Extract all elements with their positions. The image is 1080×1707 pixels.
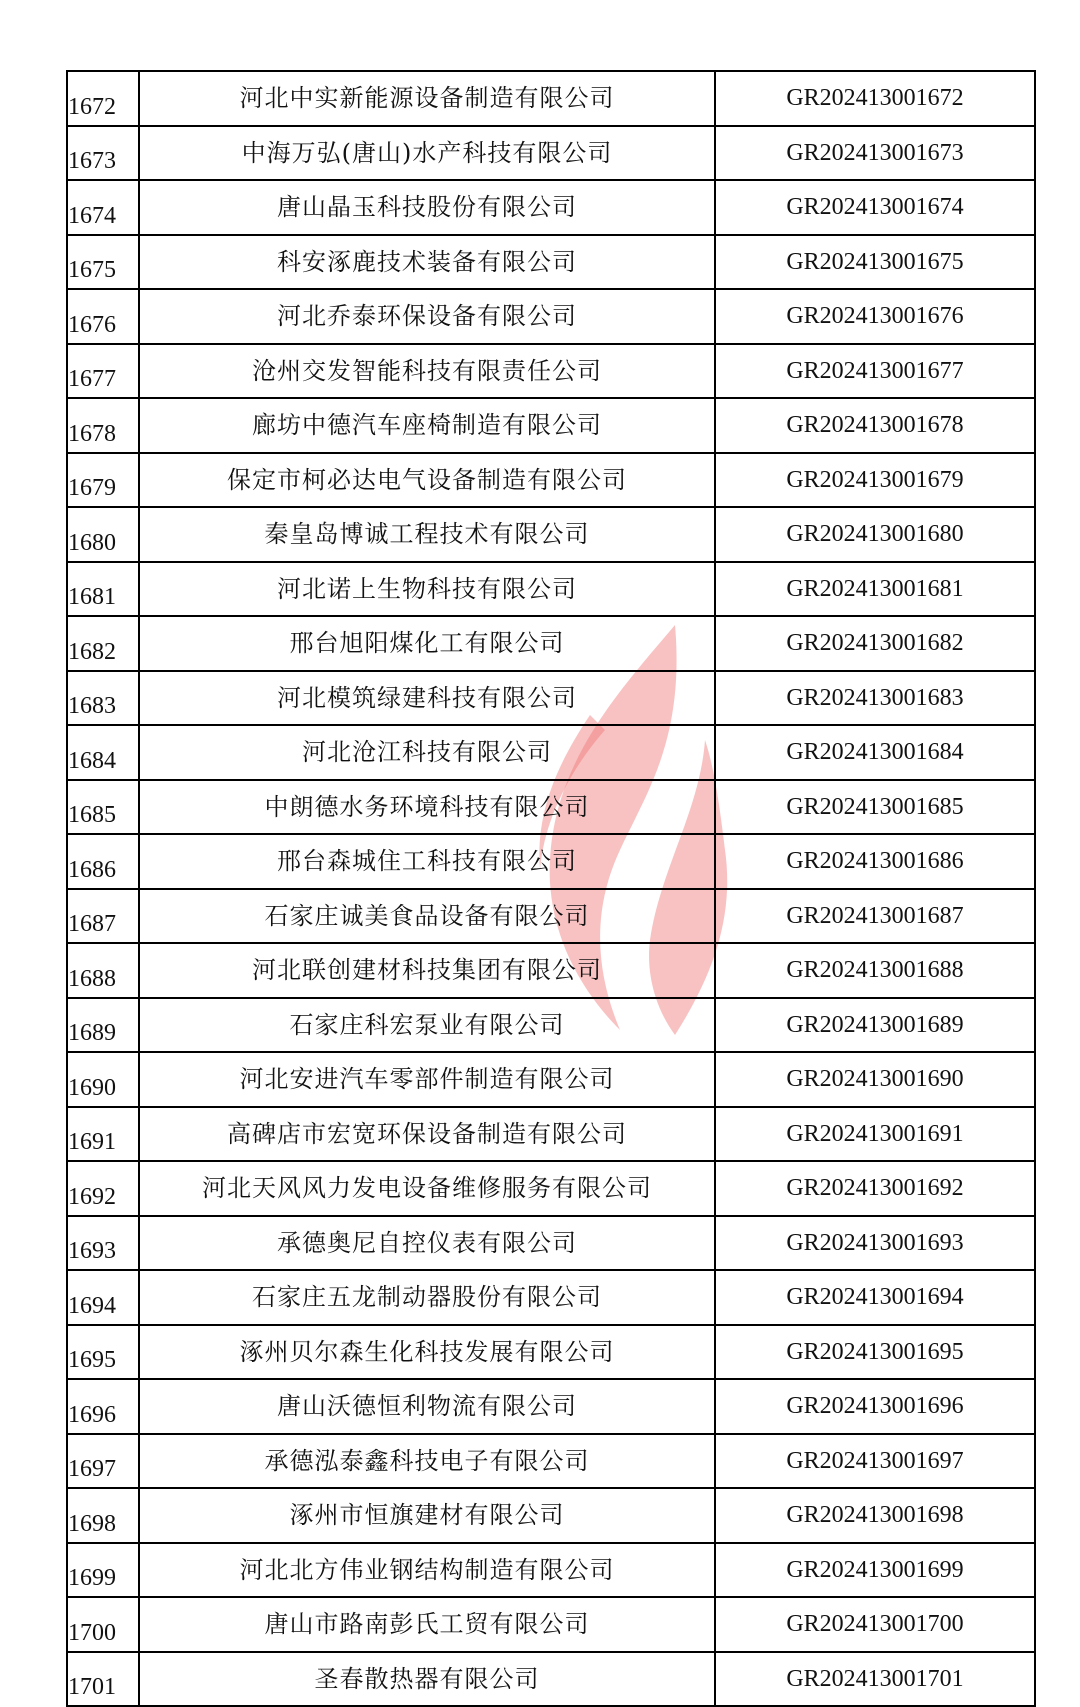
row-number: 1674 xyxy=(67,180,139,235)
company-name: 邢台森城住工科技有限公司 xyxy=(139,834,715,889)
company-name: 石家庄五龙制动器股份有限公司 xyxy=(139,1270,715,1325)
certificate-number: GR202413001691 xyxy=(715,1107,1035,1162)
certificate-number: GR202413001692 xyxy=(715,1161,1035,1216)
table-row xyxy=(67,71,1035,126)
company-name: 涿州市恒旗建材有限公司 xyxy=(139,1488,715,1543)
table-row xyxy=(67,235,1035,290)
table-row xyxy=(67,1107,1035,1162)
certificate-number: GR202413001683 xyxy=(715,671,1035,726)
certificate-number: GR202413001679 xyxy=(715,453,1035,508)
row-number: 1696 xyxy=(67,1379,139,1434)
row-number: 1682 xyxy=(67,616,139,671)
table-row xyxy=(67,1052,1035,1107)
table-row xyxy=(67,289,1035,344)
table-row xyxy=(67,616,1035,671)
certificate-number: GR202413001684 xyxy=(715,725,1035,780)
table-row xyxy=(67,344,1035,399)
company-name: 唐山市路南彭氏工贸有限公司 xyxy=(139,1597,715,1652)
certificate-number: GR202413001699 xyxy=(715,1543,1035,1598)
certificate-number: GR202413001689 xyxy=(715,998,1035,1053)
certificate-table xyxy=(66,70,1036,1707)
row-number: 1683 xyxy=(67,671,139,726)
certificate-number: GR202413001678 xyxy=(715,398,1035,453)
company-name: 圣春散热器有限公司 xyxy=(139,1652,715,1707)
table-row xyxy=(67,1434,1035,1489)
table-row xyxy=(67,1488,1035,1543)
company-name: 河北安进汽车零部件制造有限公司 xyxy=(139,1052,715,1107)
company-name: 廊坊中德汽车座椅制造有限公司 xyxy=(139,398,715,453)
certificate-number: GR202413001696 xyxy=(715,1379,1035,1434)
company-name: 科安涿鹿技术装备有限公司 xyxy=(139,235,715,290)
row-number: 1689 xyxy=(67,998,139,1053)
company-name: 唐山沃德恒利物流有限公司 xyxy=(139,1379,715,1434)
row-number: 1687 xyxy=(67,889,139,944)
company-name: 涿州贝尔森生化科技发展有限公司 xyxy=(139,1325,715,1380)
table-row xyxy=(67,834,1035,889)
certificate-number: GR202413001700 xyxy=(715,1597,1035,1652)
table-row xyxy=(67,398,1035,453)
certificate-number: GR202413001686 xyxy=(715,834,1035,889)
company-name: 河北沧江科技有限公司 xyxy=(139,725,715,780)
certificate-number: GR202413001693 xyxy=(715,1216,1035,1271)
table-row xyxy=(67,998,1035,1053)
company-name: 中海万弘(唐山)水产科技有限公司 xyxy=(139,126,715,181)
table-row xyxy=(67,725,1035,780)
table-row xyxy=(67,671,1035,726)
certificate-number: GR202413001673 xyxy=(715,126,1035,181)
certificate-number: GR202413001698 xyxy=(715,1488,1035,1543)
row-number: 1678 xyxy=(67,398,139,453)
company-name: 河北天风风力发电设备维修服务有限公司 xyxy=(139,1161,715,1216)
certificate-number: GR202413001685 xyxy=(715,780,1035,835)
certificate-number: GR202413001697 xyxy=(715,1434,1035,1489)
company-name: 沧州交发智能科技有限责任公司 xyxy=(139,344,715,399)
table-row xyxy=(67,562,1035,617)
certificate-number: GR202413001695 xyxy=(715,1325,1035,1380)
row-number: 1698 xyxy=(67,1488,139,1543)
row-number: 1672 xyxy=(67,71,139,126)
table-row xyxy=(67,1597,1035,1652)
row-number: 1673 xyxy=(67,126,139,181)
company-name: 承德奥尼自控仪表有限公司 xyxy=(139,1216,715,1271)
company-name: 石家庄科宏泵业有限公司 xyxy=(139,998,715,1053)
row-number: 1692 xyxy=(67,1161,139,1216)
table-row xyxy=(67,1652,1035,1707)
company-name: 河北模筑绿建科技有限公司 xyxy=(139,671,715,726)
certificate-number: GR202413001682 xyxy=(715,616,1035,671)
table-row xyxy=(67,1325,1035,1380)
row-number: 1695 xyxy=(67,1325,139,1380)
table-row xyxy=(67,943,1035,998)
certificate-number: GR202413001681 xyxy=(715,562,1035,617)
certificate-number: GR202413001687 xyxy=(715,889,1035,944)
company-name: 河北中实新能源设备制造有限公司 xyxy=(139,71,715,126)
certificate-number: GR202413001690 xyxy=(715,1052,1035,1107)
certificate-number: GR202413001701 xyxy=(715,1652,1035,1707)
row-number: 1701 xyxy=(67,1652,139,1707)
row-number: 1684 xyxy=(67,725,139,780)
company-name: 秦皇岛博诚工程技术有限公司 xyxy=(139,507,715,562)
row-number: 1676 xyxy=(67,289,139,344)
row-number: 1694 xyxy=(67,1270,139,1325)
certificate-number: GR202413001674 xyxy=(715,180,1035,235)
row-number: 1681 xyxy=(67,562,139,617)
company-name: 承德泓泰鑫科技电子有限公司 xyxy=(139,1434,715,1489)
row-number: 1680 xyxy=(67,507,139,562)
row-number: 1690 xyxy=(67,1052,139,1107)
company-name: 保定市柯必达电气设备制造有限公司 xyxy=(139,453,715,508)
table-row xyxy=(67,1270,1035,1325)
row-number: 1677 xyxy=(67,344,139,399)
certificate-number: GR202413001688 xyxy=(715,943,1035,998)
table-row xyxy=(67,889,1035,944)
table-row xyxy=(67,180,1035,235)
table-row xyxy=(67,780,1035,835)
company-name: 河北北方伟业钢结构制造有限公司 xyxy=(139,1543,715,1598)
table-row xyxy=(67,126,1035,181)
row-number: 1675 xyxy=(67,235,139,290)
table-row xyxy=(67,507,1035,562)
certificate-number: GR202413001680 xyxy=(715,507,1035,562)
row-number: 1686 xyxy=(67,834,139,889)
table-row xyxy=(67,1161,1035,1216)
certificate-number: GR202413001677 xyxy=(715,344,1035,399)
table-row xyxy=(67,1543,1035,1598)
row-number: 1691 xyxy=(67,1107,139,1162)
row-number: 1699 xyxy=(67,1543,139,1598)
row-number: 1693 xyxy=(67,1216,139,1271)
company-name: 河北诺上生物科技有限公司 xyxy=(139,562,715,617)
company-name: 河北联创建材科技集团有限公司 xyxy=(139,943,715,998)
company-name: 高碑店市宏宽环保设备制造有限公司 xyxy=(139,1107,715,1162)
table-row xyxy=(67,1216,1035,1271)
company-name: 唐山晶玉科技股份有限公司 xyxy=(139,180,715,235)
company-name: 中朗德水务环境科技有限公司 xyxy=(139,780,715,835)
table-row xyxy=(67,1379,1035,1434)
company-name: 邢台旭阳煤化工有限公司 xyxy=(139,616,715,671)
company-name: 河北乔泰环保设备有限公司 xyxy=(139,289,715,344)
row-number: 1685 xyxy=(67,780,139,835)
row-number: 1697 xyxy=(67,1434,139,1489)
certificate-number: GR202413001672 xyxy=(715,71,1035,126)
row-number: 1688 xyxy=(67,943,139,998)
table-row xyxy=(67,453,1035,508)
certificate-number: GR202413001694 xyxy=(715,1270,1035,1325)
company-name: 石家庄诚美食品设备有限公司 xyxy=(139,889,715,944)
certificate-number: GR202413001676 xyxy=(715,289,1035,344)
certificate-number: GR202413001675 xyxy=(715,235,1035,290)
row-number: 1700 xyxy=(67,1597,139,1652)
row-number: 1679 xyxy=(67,453,139,508)
